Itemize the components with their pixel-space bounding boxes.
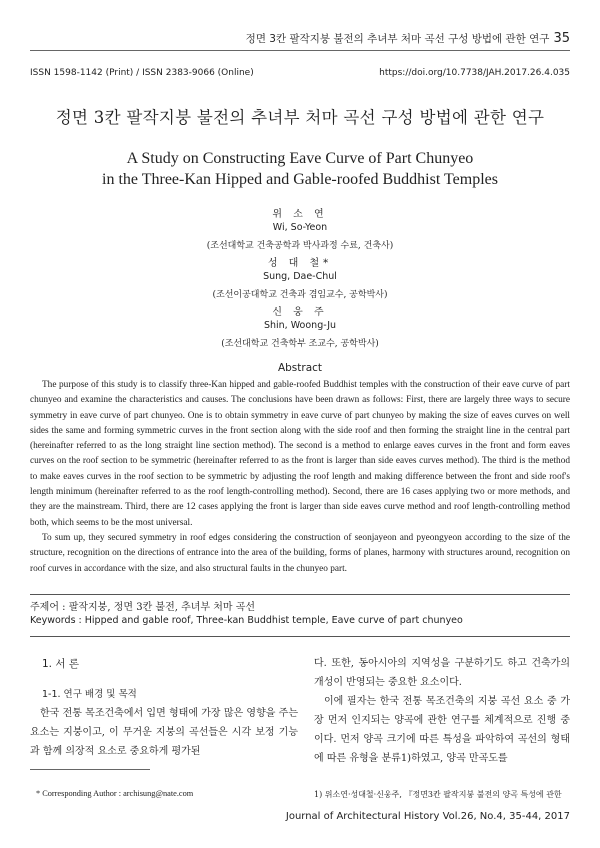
author-3-korean: 신 웅 주	[272, 307, 328, 318]
author-2-korean: 성 대 철*	[267, 258, 333, 269]
author-1-affiliation: (조선대학교 건축공학과 박사과정 수료, 건축사)	[206, 241, 394, 251]
footnote-1: 1) 위소연·성대철·신웅주, 『정면3칸 팔작지붕 불전의 양곡 특성에 관한	[314, 790, 562, 799]
page-number: 35	[553, 31, 570, 46]
abstract-paragraph-1: The purpose of this study is to classify three-Kan hipped and gable-roofed Buddhist temples with the construction of their eave curve of part chunyeo and examine the characteristics and causes. The conclusions have been drawn as follows: First, there are largely three ways to secure symmetry in eave curve of part chunyeo. One is to obtain symmetry in eave curve of part chunyeo by making the size of eaves curves on well sides the same and forming symmetric curves in the front section along with the side roof and then forming the straight line in the central part (hereinafter referred to as the long straight line section method). The second is a method to enlarge eaves curves in the front and form eaves curves on the roof section to be symmetric (hereinafter referred to as the front is larger than side eaves curves method). The third is the method to make eaves curves in the roof section to be symmetric by adjusting the roof length and making difference between the front and side roof's length minimum (hereinafter referred to as the roof length-controlling method). Second, there are 16 cases applying two or more methods, and they are the mainstream. Third, there are 12 cases applying the front is larger than side eaves curve method and roof length-controlling method both, which seems to be the most universal.	[30, 380, 570, 528]
section-heading: 1. 서 론	[42, 658, 79, 670]
author-3-english: Shin, Woong-Ju	[263, 320, 337, 331]
abstract-paragraph-2: To sum up, they secured symmetry in roof edges considering the construction of seonjayeon and pyeongyeon according to the size of the structure, recognition on the directions of entrance into the area of the building, forms of planes, harmony with structures around, recognition on roof curves in accordance with the size, and also structural faults in the chunyeo part.	[30, 532, 570, 574]
author-3-affiliation: (조선대학교 건축학부 조교수, 공학박사)	[221, 339, 379, 349]
abstract-body	[30, 378, 570, 577]
issn: ISSN 1598-1142 (Print) / ISSN 2383-9066 (Online)	[30, 68, 254, 78]
subsection-heading: 1-1. 연구 배경 및 목적	[42, 689, 137, 700]
keywords-korean: 주제어 : 팔작지붕, 정면 3칸 불전, 추녀부 처마 곡선	[30, 602, 256, 613]
corresponding-author-footnote: * Corresponding Author : archisung@nate.com	[36, 789, 194, 798]
header-rule	[30, 50, 570, 51]
footnote-rule	[30, 769, 150, 770]
author-2-english: Sung, Dae-Chul	[263, 271, 337, 282]
left-column-text	[30, 704, 298, 761]
running-header	[246, 31, 570, 46]
author-1-english: Wi, So-Yeon	[272, 222, 328, 233]
right-paragraph-2: 이에 필자는 한국 전통 목조건축의 지붕 곡선 요소 중 가장 먼저 인지되는 양곡에 관한 연구를 체계적으로 진행 중이다. 먼저 양곡 크기에 따른 특성을 파악하여 곡선의 형태에 따른 유형을 분류1)하였고, 양곡 만곡도를	[314, 696, 570, 764]
journal-citation: Journal of Architectural History Vol.26, No.4, 35-44, 2017	[285, 811, 570, 822]
right-column-text	[314, 654, 570, 768]
english-title-line-1: A Study on Constructing Eave Curve of Part Chunyeo	[126, 150, 474, 167]
author-1-korean: 위 소 연	[272, 209, 328, 220]
english-title-line-2: in the Three-Kan Hipped and Gable-roofed Buddhist Temples	[102, 171, 498, 188]
doi-link[interactable]: https://doi.org/10.7738/JAH.2017.26.4.035	[379, 68, 570, 78]
running-title: 정면 3칸 팔작지붕 불전의 추녀부 처마 곡선 구성 방법에 관한 연구	[245, 33, 550, 45]
intro-paragraph: 한국 전통 목조건축에서 입면 형태에 가장 많은 영향을 주는 요소는 지붕이고, 이 무거운 지붕의 곡선들은 시각 보정 기능과 함께 의장적 요소로 중요하게 평가된	[30, 708, 298, 757]
keywords-english: Keywords : Hipped and gable roof, Three-kan Buddhist temple, Eave curve of part chunyeo	[30, 615, 463, 626]
korean-title: 정면 3칸 팔작지붕 불전의 추녀부 처마 곡선 구성 방법에 관한 연구	[55, 108, 545, 127]
abstract-heading: Abstract	[277, 362, 323, 374]
author-2-affiliation: (조선이공대학교 건축과 겸임교수, 공학박사)	[212, 290, 388, 300]
right-paragraph-1: 다. 또한, 동아시아의 지역성을 구분하기도 하고 건축가의 개성이 반영되는 중요한 요소이다.	[314, 658, 570, 688]
